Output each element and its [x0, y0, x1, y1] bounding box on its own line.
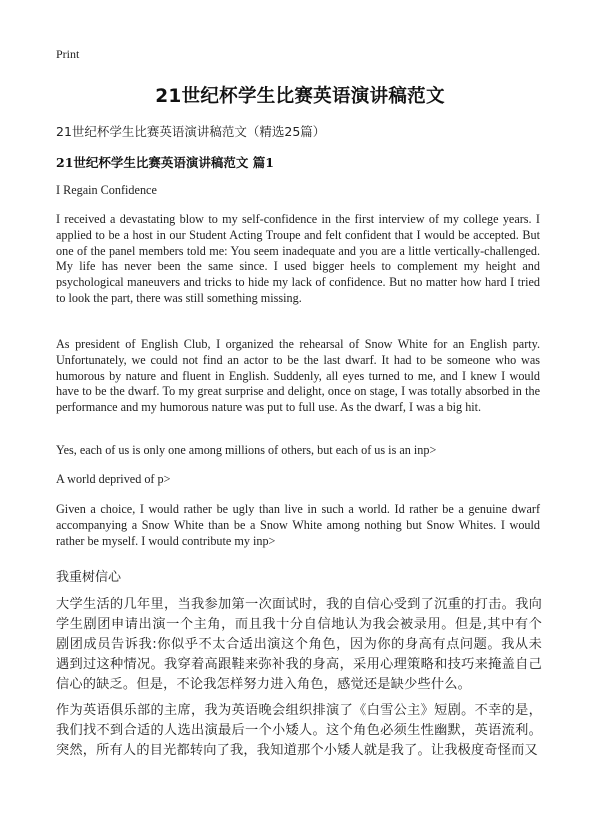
- speech-title-en: I Regain Confidence: [56, 183, 157, 197]
- paragraph-en-3: Yes, each of us is only one among millions of others, but each of us is an inp>: [56, 443, 437, 457]
- paragraph-en-5: Given a choice, I would rather be ugly than live in such a world. Id rather be a genuine dwarf accompanying a Snow White than be a Snow White among nothing but Snow Whites. I would rather be myself. I would contribute my inp>: [56, 502, 540, 548]
- paragraph-cn-2: 作为英语俱乐部的主席，我为英语晚会组织排演了《白雪公主》短剧。不幸的是，我们找不到合适的人选出演最后一个小矮人。这个角色必须生性幽默，英语流利。突然，所有人的目光都转向了我，我知道那个小矮人就是我了。让我极度奇怪而又: [56, 703, 542, 758]
- page-subtitle: 21世纪杯学生比赛英语演讲稿范文（精选25篇）: [56, 124, 326, 139]
- paragraph-en-2: As president of English Club, I organized the rehearsal of Snow White for an English party. Unfortunately, we could not find an actor to be the last dwarf. It had to be someone who was humorous by nature and fluent in English. Suddenly, all eyes turned to me, and I knew I would have to be the dwarf. To my great surprise and delight, once on stage, I was totally absorbed in the performance and my humorous nature was put to full use. As the dwarf, I was a big hit.: [56, 337, 540, 415]
- paragraph-cn-1: 大学生活的几年里，当我参加第一次面试时，我的自信心受到了沉重的打击。我向学生剧团申请出演一个主角，而且我十分自信地认为我会被录用。但是,其中有个剧团成员告诉我:你似乎不太合适出演这个角色，因为你的身高有点问题。我从未遇到过这种情况。我穿着高跟鞋来弥补我的身高，采用心理策略和技巧来掩盖自己信心的缺乏。但是，不论我怎样努力进入角色，感觉还是缺少些什么。: [56, 597, 542, 692]
- page-title: 21世纪杯学生比赛英语演讲稿范文: [155, 86, 445, 107]
- paragraph-en-4: A world deprived of p>: [56, 472, 171, 486]
- speech-title-cn: 我重树信心: [56, 570, 122, 585]
- print-link[interactable]: Print: [56, 47, 80, 61]
- section-heading: 21世纪杯学生比赛英语演讲稿范文 篇1: [56, 155, 274, 170]
- paragraph-en-1: I received a devastating blow to my self-confidence in the first interview of my college years. I applied to be a host in our Student Acting Troupe and felt confident that I would be accepted. But one of the panel members told me: You seem inadequate and you are a little vertically-challenged. My life has never been the same since. I used bigger heels to complement my height and psychological maneuvers and tricks to hide my lack of confidence. But no matter how hard I tried to look the part, there was still something missing.: [56, 212, 540, 305]
